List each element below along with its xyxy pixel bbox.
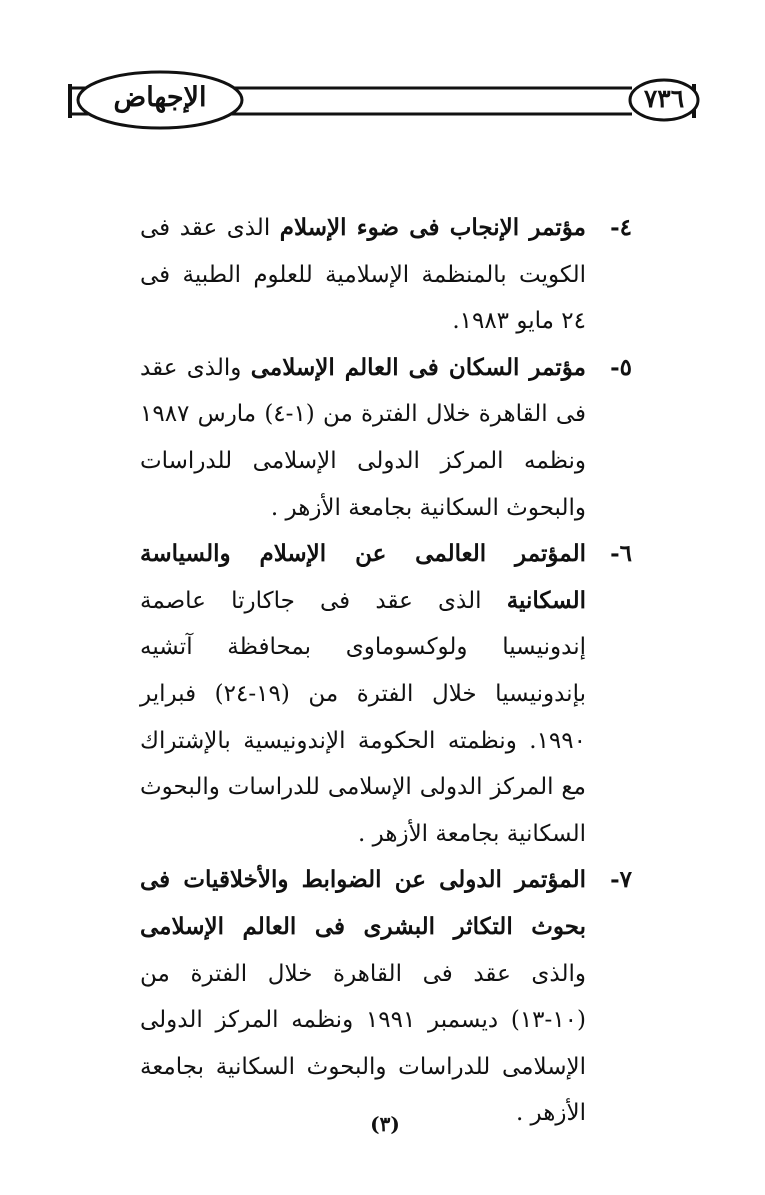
- item-text: الذى عقد فى جاكارتا عاصمة إندونيسيا ولوكسوماوى بمحافظة آتشيه بإندونيسيا خلال الفترة من (١٩-٢٤) فبراير ١٩٩٠. ونظمته الحكومة الإندونيسية بالإشتراك مع المركز الدولى الإسلامى للدراسات والبحوث السكانية بجامعة الأزهر .: [140, 587, 586, 847]
- footnote-mark: (٣): [370, 1112, 400, 1136]
- item-title: مؤتمر السكان فى العالم الإسلامى: [250, 353, 587, 381]
- item-number: ٧-: [610, 866, 632, 894]
- item-text: الذى عقد فى الكويت بالمنظمة الإسلامية للعلوم الطبية فى ٢٤ مايو ١٩٨٣.: [140, 215, 586, 335]
- list-item: [140, 205, 632, 345]
- list-item: [140, 857, 632, 1137]
- item-text: والذى عقد فى القاهرة خلال الفترة من (١-٤) مارس ١٩٨٧ ونظمه المركز الدولى الإسلامى للدراسات والبحوث السكانية بجامعة الأزهر .: [140, 354, 586, 521]
- running-header: [0, 0, 765, 140]
- item-number: ٤-: [610, 214, 632, 241]
- header-ornament: [0, 0, 765, 140]
- item-number: ٥-: [610, 353, 632, 381]
- item-title: المؤتمر الدولى عن الضوابط والأخلاقيات فى بحوث التكاثر البشرى فى العالم الإسلامى: [140, 866, 586, 940]
- item-title: مؤتمر الإنجاب فى ضوء الإسلام: [279, 214, 587, 241]
- conference-list: [140, 205, 632, 1137]
- list-item: [140, 345, 632, 531]
- chapter-title: الإجهاض: [113, 82, 207, 113]
- item-text: والذى عقد فى القاهرة خلال الفترة من (١٠-١٣) ديسمبر ١٩٩١ ونظمه المركز الدولى الإسلامى للدراسات والبحوث السكانية بجامعة الأزهر .: [140, 960, 587, 1127]
- page-number: ٧٣٦: [643, 84, 685, 113]
- list-item: [140, 531, 632, 857]
- item-title: المؤتمر العالمى عن الإسلام والسياسة السكانية: [140, 540, 587, 614]
- item-number: ٦-: [610, 540, 632, 568]
